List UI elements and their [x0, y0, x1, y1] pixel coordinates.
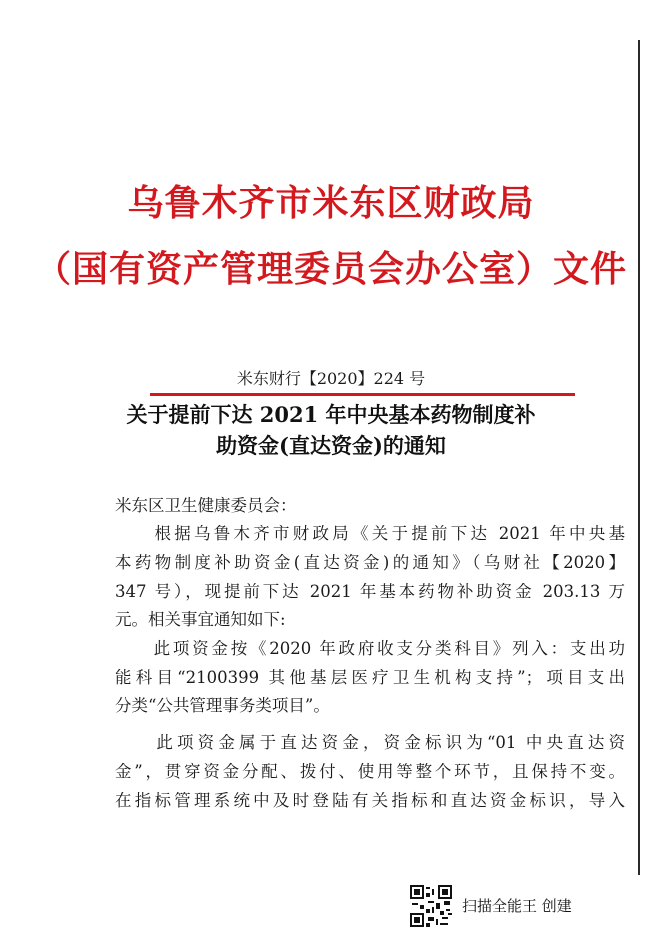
header-title-line2: （国有资产管理委员会办公室）文件: [34, 249, 627, 290]
scanner-watermark: 扫描全能王 创建: [462, 897, 572, 915]
body-line: 347 号），现提前下达 2021 年基本药物补助资金 203.13 万: [115, 582, 625, 601]
body-line: 能科目“2100399 其他基层医疗卫生机构支持”；项目支出: [115, 668, 625, 687]
qr-code-icon: [410, 885, 452, 927]
body-line: 根据乌鲁木齐市财政局《关于提前下达 2021 年中央基: [115, 524, 625, 543]
body-line: 分类“公共管理事务类项目”。: [115, 696, 330, 715]
body-line: 金”，贯穿资金分配、拨付、使用等整个环节，且保持不变。: [115, 762, 625, 781]
body-line: 在指标管理系统中及时登陆有关指标和直达资金标识，导入: [115, 791, 625, 810]
body-line: 此项资金按《2020 年政府收支分类科目》列入：支出功: [115, 639, 625, 658]
body-line: 米东区卫生健康委员会：: [115, 496, 297, 515]
document-number: 米东财行【2020】224 号: [236, 369, 426, 388]
body-line: 此项资金属于直达资金，资金标识为“01 中央直达资: [115, 733, 625, 752]
subject-line2: 助资金(直达资金)的通知: [216, 433, 446, 458]
subject-line1: 关于提前下达 2021 年中央基本药物制度补: [126, 402, 536, 427]
red-divider: [150, 393, 575, 396]
body-line: 元。相关事宜通知如下:: [115, 610, 286, 629]
header-title-line1: 乌鲁木齐市米东区财政局: [127, 183, 535, 224]
body-line: 本药物制度补助资金(直达资金)的通知》（乌财社【2020】: [115, 553, 625, 572]
